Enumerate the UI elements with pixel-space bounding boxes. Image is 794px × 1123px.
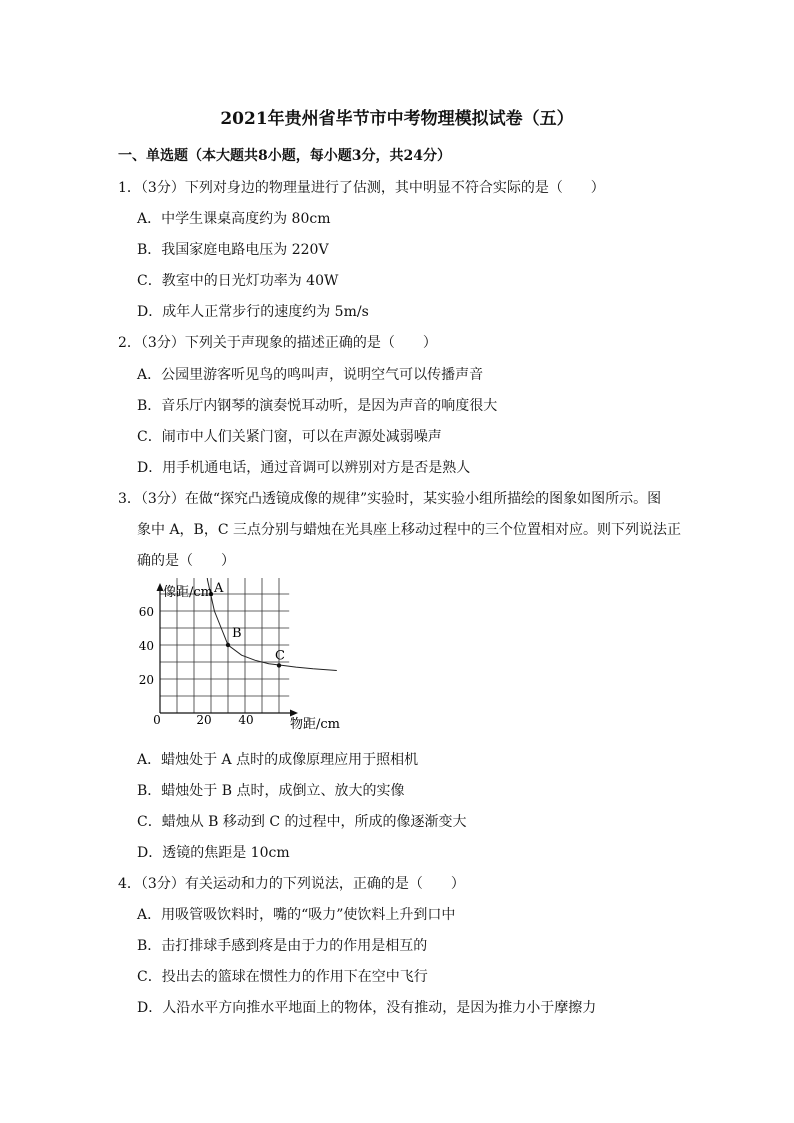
question-3-option-a: A．蜡烛处于 A 点时的成像原理应用于照相机 bbox=[137, 752, 419, 768]
question-2-option-b: B．音乐厅内钢琴的演奏悦耳动听，是因为声音的响度很大 bbox=[137, 398, 498, 414]
question-4-option-c: C．投出去的篮球在惯性力的作用下在空中飞行 bbox=[137, 969, 428, 985]
question-1-option-d: D．成年人正常步行的速度约为 5m/s bbox=[137, 304, 369, 320]
y-tick-60: 60 bbox=[138, 605, 154, 619]
question-4-stem: 4．（3分）有关运动和力的下列说法，正确的是（ ） bbox=[118, 876, 465, 892]
question-4-option-a: A．用吸管吸饮料时，嘴的“吸力”使饮料上升到口中 bbox=[137, 907, 456, 923]
question-2-option-c: C．闹市中人们关紧门窗，可以在声源处减弱噪声 bbox=[137, 429, 442, 445]
y-tick-20: 20 bbox=[138, 673, 154, 687]
question-1-option-a: A．中学生课桌高度约为 80cm bbox=[137, 211, 331, 227]
question-1-option-c: C．教室中的日光灯功率为 40W bbox=[137, 273, 339, 289]
image-distance-chart bbox=[128, 578, 358, 738]
x-axis-arrow bbox=[290, 710, 298, 717]
question-2-option-d: D．用手机通电话，通过音调可以辨别对方是否是熟人 bbox=[137, 460, 471, 476]
question-3-option-b: B．蜡烛处于 B 点时，成倒立、放大的实像 bbox=[137, 783, 405, 799]
question-3-stem-line-3: 确的是（ ） bbox=[137, 553, 235, 569]
x-tick-0: 0 bbox=[153, 713, 161, 727]
point-label-c: C bbox=[275, 648, 285, 664]
question-3-stem-line-1: 3．（3分）在做“探究凸透镜成像的规律”实验时，某实验小组所描绘的图象如图所示。图 bbox=[118, 491, 662, 507]
section-heading: 一、单选题（本大题共8小题，每小题3分，共24分） bbox=[118, 148, 451, 164]
question-4-option-d: D．人沿水平方向推水平地面上的物体，没有推动，是因为推力小于摩擦力 bbox=[137, 1000, 597, 1016]
question-4-option-b: B．击打排球手感到疼是由于力的作用是相互的 bbox=[137, 938, 428, 954]
point-b bbox=[226, 643, 230, 647]
x-axis-label: 物距/cm bbox=[290, 717, 340, 732]
point-c bbox=[277, 663, 281, 667]
point-label-a: A bbox=[214, 581, 224, 596]
question-2-option-a: A．公园里游客听见鸟的鸣叫声，说明空气可以传播声音 bbox=[137, 367, 484, 383]
x-tick-20: 20 bbox=[196, 713, 212, 727]
page-title: 2021年贵州省毕节市中考物理模拟试卷（五） bbox=[220, 109, 574, 129]
y-axis-label: 像距/cm bbox=[163, 585, 213, 600]
question-1-option-b: B．我国家庭电路电压为 220V bbox=[137, 242, 329, 258]
y-tick-40: 40 bbox=[138, 639, 154, 653]
question-3-option-d: D．透镜的焦距是 10cm bbox=[137, 845, 290, 861]
point-label-b: B bbox=[232, 626, 242, 641]
question-3-stem-line-2: 象中 A，B，C 三点分别与蜡烛在光具座上移动过程中的三个位置相对应。则下列说法正 bbox=[137, 522, 682, 538]
question-1-stem: 1．（3分）下列对身边的物理量进行了估测，其中明显不符合实际的是（ ） bbox=[118, 180, 605, 196]
x-tick-40: 40 bbox=[238, 713, 254, 727]
question-2-stem: 2．（3分）下列关于声现象的描述正确的是（ ） bbox=[118, 335, 437, 351]
question-3-option-c: C．蜡烛从 B 移动到 C 的过程中，所成的像逐渐变大 bbox=[137, 814, 467, 830]
